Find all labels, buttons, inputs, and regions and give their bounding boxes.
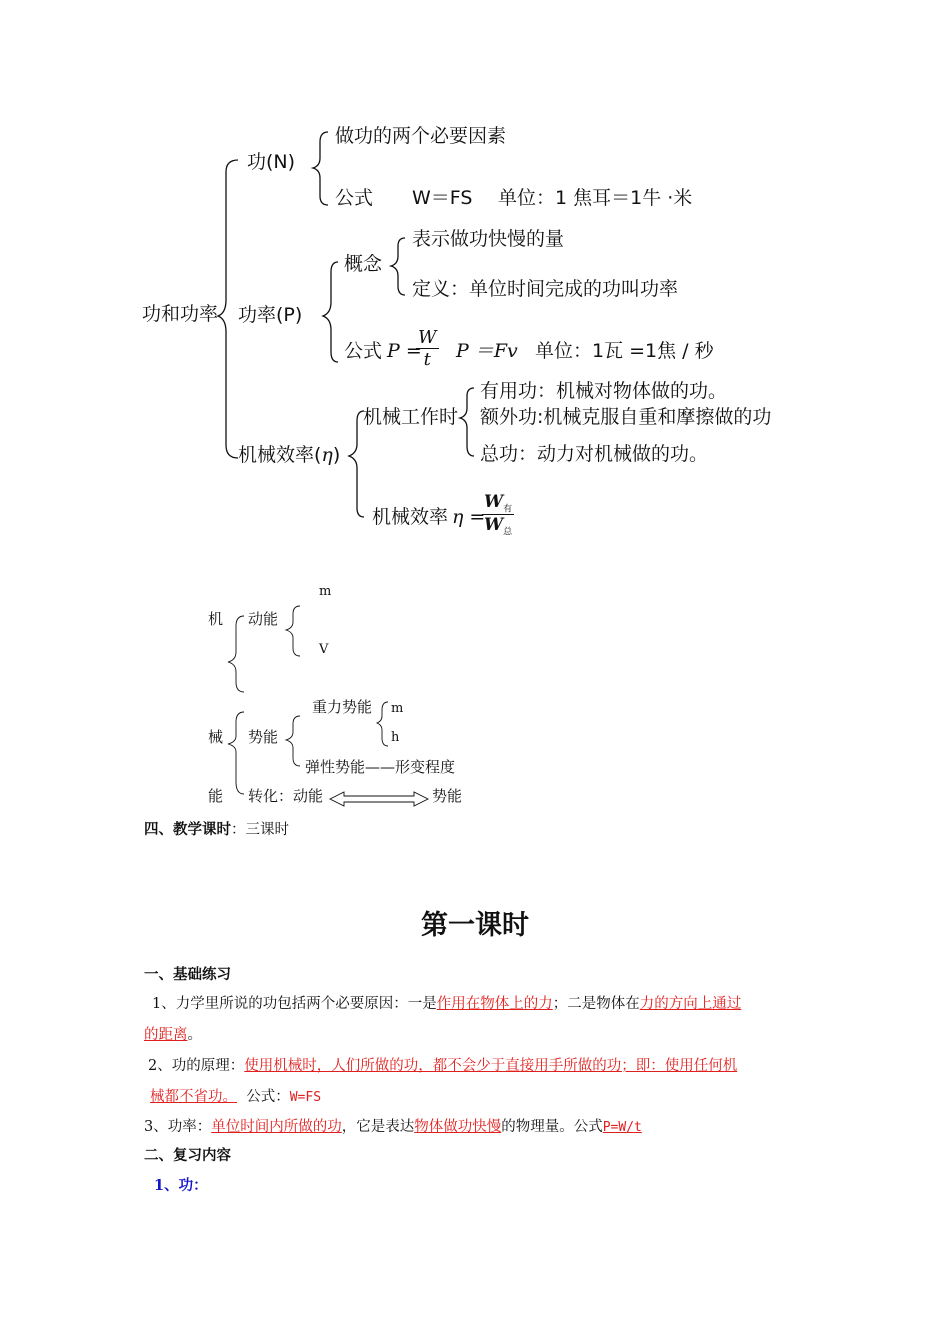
efficiency-formula-fraction bbox=[482, 492, 514, 538]
potential-energy-label: 势能 bbox=[248, 728, 279, 746]
item3-formula: P=W/t bbox=[602, 1120, 642, 1135]
item1-answer-2a: 力的方向上通过 bbox=[639, 996, 742, 1012]
efficiency-num-sub: 有 bbox=[503, 504, 513, 515]
item1-answer-1: 作用在物体上的力 bbox=[436, 996, 553, 1012]
efficiency-num-w: W bbox=[484, 492, 504, 512]
section2-sub1: 1、功： bbox=[154, 1177, 208, 1194]
item3-text-e: 的物理量。公式 bbox=[501, 1119, 603, 1135]
efficiency-label bbox=[238, 446, 340, 465]
item3-answer-1: 单位时间内所做的功 bbox=[211, 1119, 342, 1135]
item1-line2 bbox=[144, 1023, 202, 1044]
work-formula-label: 公式 bbox=[335, 187, 374, 209]
efficiency-formula-lhs: η = bbox=[452, 506, 486, 528]
section1-heading: 一、基础练习 bbox=[144, 966, 231, 983]
item3-text-c: ，它是表达 bbox=[341, 1119, 415, 1135]
item3-answer-2: 物体做功快慢 bbox=[414, 1119, 502, 1135]
section4-text: ：三课时 bbox=[231, 822, 289, 838]
efficiency-total: 总功：动力对机械做的功。 bbox=[480, 443, 709, 465]
efficiency-den-w: W bbox=[484, 515, 504, 536]
efficiency-extra: 额外功:机械克服自重和摩擦做的功 bbox=[480, 406, 772, 428]
gravity-potential-label: 重力势能 bbox=[312, 698, 373, 716]
item1-text-c: ；二是物体在 bbox=[552, 996, 640, 1012]
conversion-target: 势能 bbox=[432, 787, 463, 805]
efficiency-eta: η bbox=[321, 444, 333, 466]
item3-text-a: 3、功率： bbox=[144, 1119, 212, 1135]
kinetic-factor-v: V bbox=[319, 642, 329, 657]
power-formula-denominator: t bbox=[423, 349, 431, 370]
item2-line1 bbox=[148, 1054, 737, 1075]
power-formula-fraction bbox=[416, 327, 439, 370]
section2-heading: 二、复习内容 bbox=[144, 1147, 231, 1164]
power-formula-label: 公式 bbox=[344, 340, 383, 362]
power-formula-2: P ＝Fv bbox=[456, 340, 518, 362]
work-unit: 单位：1 焦耳＝1牛 ·米 bbox=[498, 187, 693, 209]
item1-text-a: 1、力学里所说的功包括两个必要原因：一是 bbox=[152, 996, 437, 1012]
kinetic-energy-label: 动能 bbox=[248, 610, 279, 628]
item2-formula-label: 公式： bbox=[237, 1089, 290, 1105]
item1-answer-2b: 的距离 bbox=[144, 1027, 188, 1043]
power-formula-numerator: W bbox=[418, 327, 437, 348]
section4-heading: 四、教学课时 bbox=[144, 821, 231, 838]
item2-text-a: 2、功的原理： bbox=[148, 1058, 245, 1074]
power-unit: 单位：1瓦 =1焦 / 秒 bbox=[535, 340, 714, 362]
item2-answer-b: 械都不省功。 bbox=[150, 1089, 237, 1105]
mech-energy-char-3: 能 bbox=[208, 787, 224, 805]
gravity-factor-m: m bbox=[391, 701, 404, 716]
work-formula: W＝FS bbox=[412, 187, 473, 209]
power-concept-definition: 定义：单位时间完成的功叫功率 bbox=[412, 278, 679, 300]
efficiency-label-close: ) bbox=[332, 444, 341, 466]
efficiency-working-label: 机械工作时 bbox=[363, 406, 459, 428]
power-concept-meaning: 表示做功快慢的量 bbox=[412, 228, 565, 250]
efficiency-formula-numerator bbox=[482, 492, 514, 515]
section4-line bbox=[144, 818, 289, 839]
efficiency-formula-label: 机械效率 bbox=[372, 506, 449, 528]
power-concept-label: 概念 bbox=[344, 253, 383, 275]
power-label: 功率(P) bbox=[238, 304, 303, 326]
elastic-potential-label: 弹性势能——形变程度 bbox=[305, 758, 456, 776]
power-formula-lhs: P = bbox=[387, 340, 422, 362]
item1-text-f: 。 bbox=[187, 1027, 202, 1043]
efficiency-useful: 有用功：机械对物体做的功。 bbox=[480, 380, 728, 402]
work-label: 功(N) bbox=[247, 151, 296, 173]
item2-formula: W=FS bbox=[289, 1090, 322, 1105]
efficiency-den-sub: 总 bbox=[503, 527, 513, 538]
efficiency-formula-denominator bbox=[482, 515, 514, 537]
efficiency-label-text: 机械效率( bbox=[238, 444, 322, 466]
mech-energy-char-1: 机 bbox=[208, 610, 224, 628]
lesson-title: 第一课时 bbox=[421, 910, 529, 941]
work-factors: 做功的两个必要因素 bbox=[335, 125, 507, 147]
item3-line bbox=[144, 1115, 642, 1136]
kinetic-factor-m: m bbox=[319, 584, 332, 599]
diagram1-root: 功和功率 bbox=[142, 303, 219, 325]
item2-line2 bbox=[150, 1085, 321, 1106]
item2-answer-a: 使用机械时，人们所做的功，都不会少于直接用手所做的功；即：使用任何机 bbox=[244, 1058, 738, 1074]
item1-line1 bbox=[152, 992, 741, 1013]
gravity-factor-h: h bbox=[391, 730, 400, 745]
mech-energy-char-2: 械 bbox=[208, 728, 224, 746]
conversion-label: 转化：动能 bbox=[248, 787, 324, 805]
